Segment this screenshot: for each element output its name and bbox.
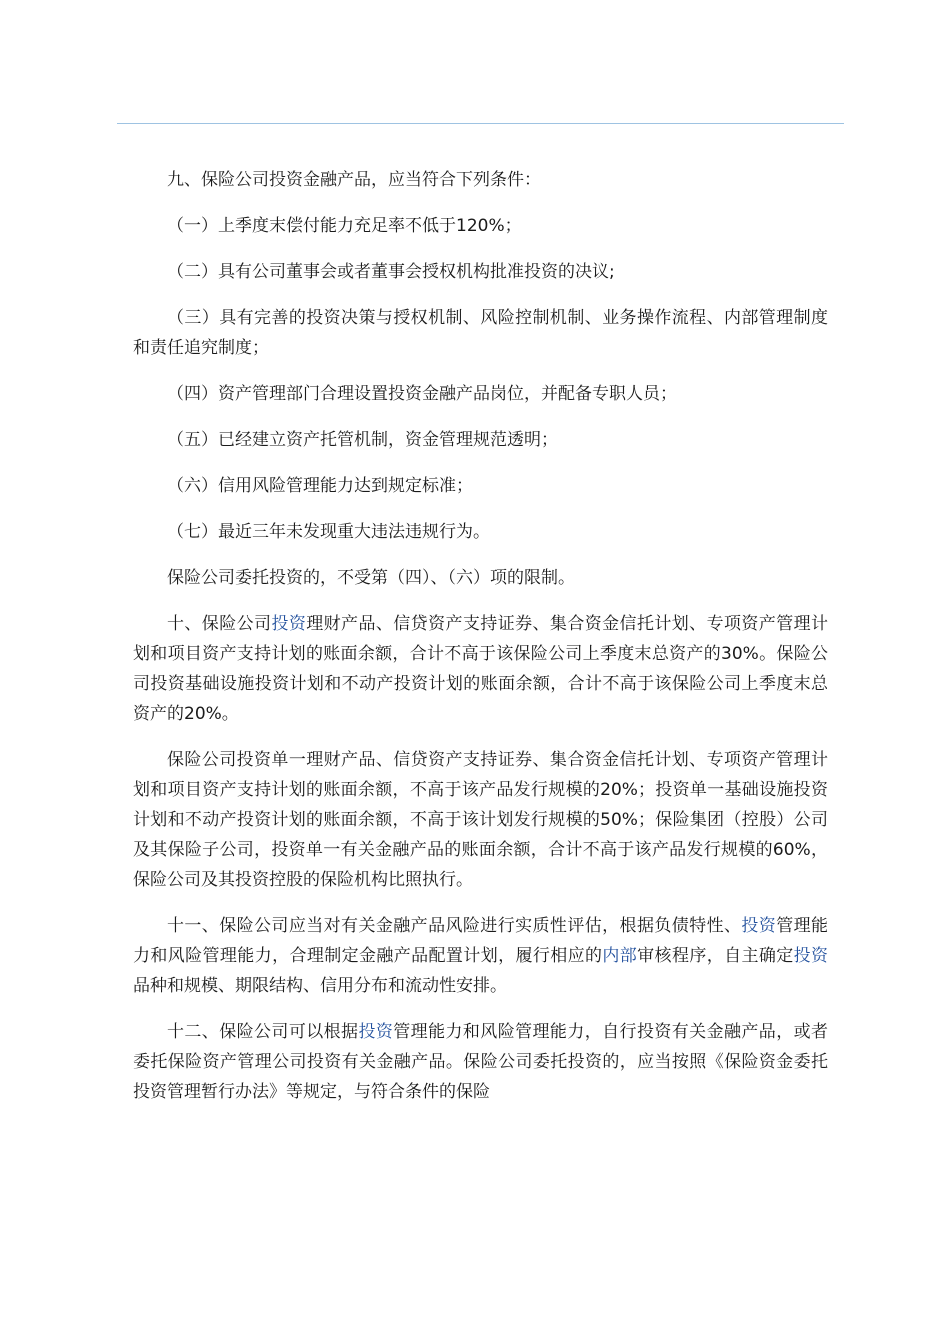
paragraph — [133, 165, 828, 195]
paragraph-text: （四）资产管理部门合理设置投资金融产品岗位，并配备专职人员； — [167, 384, 677, 404]
document-body — [133, 165, 828, 1123]
paragraph — [133, 609, 828, 729]
paragraph — [133, 1017, 828, 1107]
paragraph-text: （三）具有完善的投资决策与授权机制、风险控制机制、业务操作流程、内部管理制度和责任追究制度； — [133, 308, 828, 358]
paragraph — [133, 257, 828, 287]
paragraph — [133, 471, 828, 501]
keyword-link[interactable]: 投资 — [741, 916, 777, 936]
paragraph — [133, 517, 828, 547]
paragraph-text: 品种和规模、期限结构、信用分布和流动性安排。 — [133, 976, 507, 996]
paragraph-text: 九、保险公司投资金融产品，应当符合下列条件： — [167, 170, 541, 190]
paragraph-text: 管理能力和风险管理能力，合理制定金融产品配置计划，履行相应的 — [133, 916, 829, 966]
keyword-link[interactable]: 投资 — [793, 946, 829, 966]
paragraph — [133, 211, 828, 241]
paragraph-text: 审核程序，自主确定 — [637, 946, 794, 966]
paragraph — [133, 563, 828, 593]
paragraph-text: 保险公司投资单一理财产品、信贷资产支持证券、集合资金信托计划、专项资产管理计划和项目资产支持计划的账面余额，不高于该产品发行规模的20%；投资单一基础设施投资计划和不动产投资计划的账面余额，不高于该计划发行规模的50%；保险集团（控股）公司及其保险子公司，投资单一有关金融产品的账面余额，合计不高于该产品发行规模的60%，保险公司及其投资控股的保险机构比照执行。 — [133, 750, 828, 890]
paragraph — [133, 745, 828, 895]
keyword-link[interactable]: 投资 — [271, 614, 307, 634]
paragraph-text: （六）信用风险管理能力达到规定标准； — [167, 476, 473, 496]
keyword-link[interactable]: 投资 — [358, 1022, 394, 1042]
paragraph-text: 十一、保险公司应当对有关金融产品风险进行实质性评估，根据负债特性、 — [167, 916, 742, 936]
paragraph-text: （五）已经建立资产托管机制，资金管理规范透明； — [167, 430, 558, 450]
paragraph — [133, 425, 828, 455]
header-rule — [117, 123, 844, 124]
paragraph-text: 十二、保险公司可以根据 — [167, 1022, 359, 1042]
paragraph-text: 保险公司委托投资的，不受第（四）、（六）项的限制。 — [167, 568, 575, 588]
paragraph — [133, 303, 828, 363]
paragraph — [133, 911, 828, 1001]
paragraph-text: 理财产品、信贷资产支持证券、集合资金信托计划、专项资产管理计划和项目资产支持计划的账面余额，合计不高于该保险公司上季度末总资产的30%。保险公司投资基础设施投资计划和不动产投资计划的账面余额，合计不高于该保险公司上季度末总资产的20%。 — [133, 614, 829, 724]
paragraph-text: 管理能力和风险管理能力，自行投资有关金融产品，或者委托保险资产管理公司投资有关金融产品。保险公司委托投资的，应当按照《保险资金委托投资管理暂行办法》等规定，与符合条件的保险 — [133, 1022, 829, 1102]
keyword-link[interactable]: 内部 — [602, 946, 638, 966]
paragraph-text: （七）最近三年未发现重大违法违规行为。 — [167, 522, 490, 542]
paragraph — [133, 379, 828, 409]
paragraph-text: （二）具有公司董事会或者董事会授权机构批准投资的决议; — [167, 262, 615, 282]
paragraph-text: （一）上季度末偿付能力充足率不低于120%； — [167, 216, 522, 236]
paragraph-text: 十、保险公司 — [167, 614, 272, 634]
